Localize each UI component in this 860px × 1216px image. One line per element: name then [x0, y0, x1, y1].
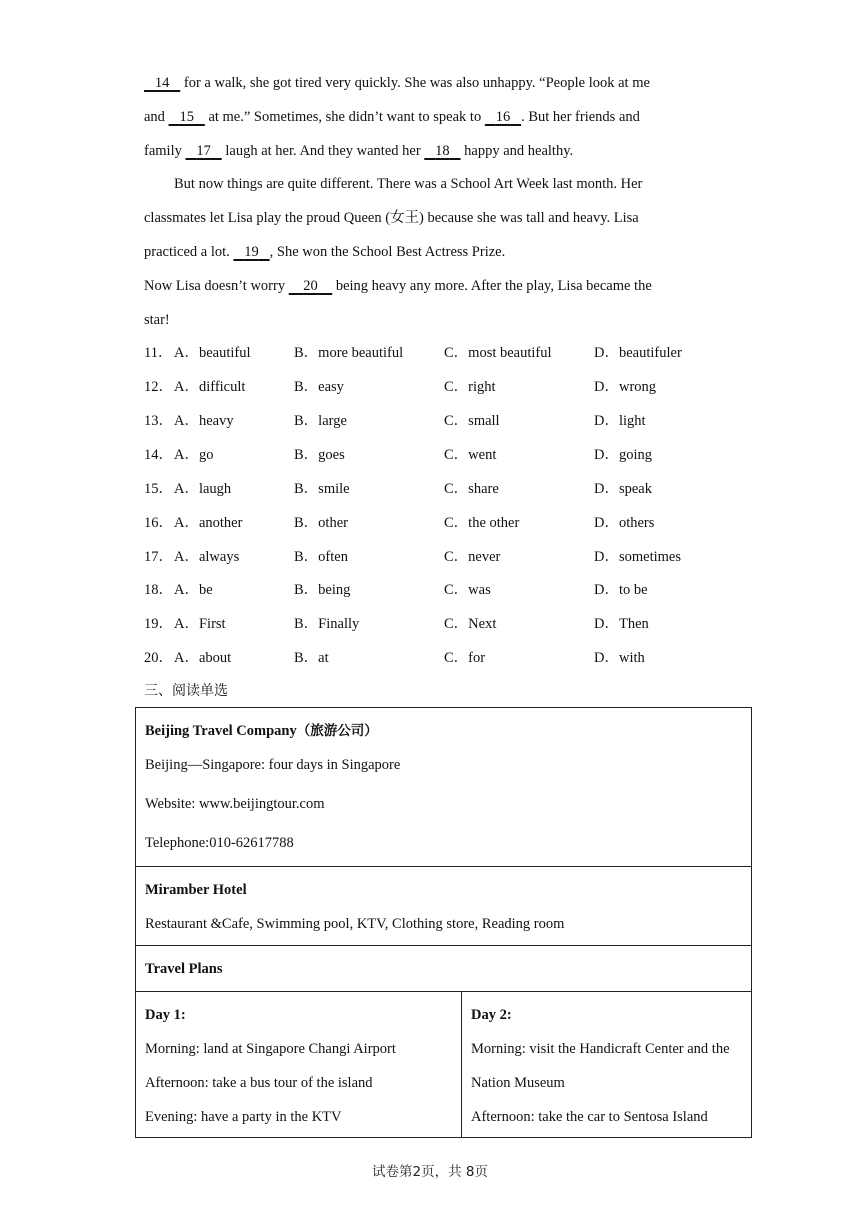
option-d[interactable]: D．speak	[594, 481, 652, 497]
option-d[interactable]: D．sometimes	[594, 549, 681, 565]
option-b[interactable]: B．other	[294, 515, 348, 531]
option-b[interactable]: B．at	[294, 650, 329, 666]
blank-15: 15	[179, 109, 194, 125]
question-row	[144, 513, 764, 533]
page-footer: 试卷第2页，共 8页	[372, 1164, 488, 1180]
question-row	[144, 580, 764, 600]
option-b[interactable]: B．easy	[294, 379, 344, 395]
option-b[interactable]: B．Finally	[294, 616, 360, 632]
question-number: 16．	[144, 515, 173, 531]
option-c[interactable]: C．small	[444, 413, 500, 429]
passage-line: Now Lisa doesn’t worry 20 being heavy any more. After the play, Lisa became the	[144, 278, 652, 294]
question-row	[144, 377, 764, 397]
blank-17: 17	[196, 143, 211, 159]
hotel-cell	[136, 867, 752, 946]
passage-line: practiced a lot. 19 , She won the School Best Actress Prize.	[144, 244, 506, 260]
option-a[interactable]: A．another	[174, 515, 243, 531]
question-number: 12．	[144, 379, 173, 395]
day2-afternoon: Afternoon: take the car to Sentosa Island	[471, 1109, 708, 1125]
option-a[interactable]: A．difficult	[174, 379, 246, 395]
option-c[interactable]: C．was	[444, 582, 491, 598]
option-d[interactable]: D．wrong	[594, 379, 657, 395]
option-a[interactable]: A．First	[174, 616, 226, 632]
telephone-text: Telephone:010-62617788	[145, 835, 294, 851]
passage-line: But now things are quite different. There was a School Art Week last month. Her	[174, 176, 643, 192]
question-number: 19．	[144, 616, 173, 632]
passage-line: and 15 at me.” Sometimes, she didn’t want to speak to 16 . But her friends and	[144, 109, 640, 125]
day1-morning: Morning: land at Singapore Changi Airport	[145, 1041, 396, 1057]
passage-line: 14 for a walk, she got tired very quickly. She was also unhappy. “People look at me	[144, 73, 650, 93]
blank-14: 14	[154, 75, 170, 91]
option-d[interactable]: D．others	[594, 515, 655, 531]
hotel-facilities: Restaurant &Cafe, Swimming pool, KTV, Clothing store, Reading room	[145, 916, 565, 932]
option-c[interactable]: C．the other	[444, 515, 520, 531]
option-d[interactable]: D．with	[594, 650, 645, 666]
option-c[interactable]: C．never	[444, 549, 501, 565]
option-b[interactable]: B．often	[294, 549, 348, 565]
option-a[interactable]: A．beautiful	[174, 345, 251, 361]
question-row	[144, 411, 764, 431]
option-d[interactable]: D．light	[594, 413, 646, 429]
hotel-title: Miramber Hotel	[145, 882, 247, 898]
option-a[interactable]: A．about	[174, 650, 232, 666]
option-b[interactable]: B．large	[294, 413, 347, 429]
company-title: Beijing Travel Company	[145, 723, 297, 739]
option-b[interactable]: B．goes	[294, 447, 345, 463]
passage-line: star!	[144, 312, 170, 328]
option-b[interactable]: B．being	[294, 582, 351, 598]
option-c[interactable]: C．share	[444, 481, 499, 497]
option-a[interactable]: A．go	[174, 447, 214, 463]
blank-20: 20	[303, 278, 318, 294]
day1-afternoon: Afternoon: take a bus tour of the island	[145, 1075, 373, 1091]
question-row	[144, 479, 764, 499]
question-number: 18．	[144, 582, 173, 598]
day1-title: Day 1:	[145, 1007, 186, 1023]
question-number: 20．	[144, 650, 173, 666]
option-b[interactable]: B．smile	[294, 481, 350, 497]
day2-morning: Morning: visit the Handicraft Center and the	[471, 1041, 730, 1057]
passage-line: family 17 laugh at her. And they wanted her 18 happy and healthy.	[144, 143, 574, 159]
passage-line: classmates let Lisa play the proud Queen (女王) because she was tall and heavy. Lisa	[144, 210, 639, 226]
blank-16: 16	[495, 109, 511, 125]
day2-title: Day 2:	[471, 1007, 512, 1023]
option-d[interactable]: D．beautifuler	[594, 345, 682, 361]
blank-18: 18	[435, 143, 450, 159]
route-text: Beijing—Singapore: four days in Singapore	[145, 757, 401, 773]
company-cell	[136, 708, 752, 867]
day1-cell	[136, 992, 462, 1138]
question-number: 13．	[144, 413, 173, 429]
section-title: 三、阅读单选	[144, 683, 228, 699]
question-row	[144, 547, 764, 567]
question-row	[144, 445, 764, 465]
question-row	[144, 648, 764, 668]
option-c[interactable]: C．went	[444, 447, 497, 463]
question-number: 15．	[144, 481, 173, 497]
travel-ad-table	[135, 707, 752, 1138]
option-a[interactable]: A．heavy	[174, 413, 234, 429]
day2-cell	[462, 992, 752, 1138]
option-d[interactable]: D．going	[594, 447, 652, 463]
option-b[interactable]: B．more beautiful	[294, 345, 404, 361]
question-number: 14．	[144, 447, 173, 463]
option-c[interactable]: C．most beautiful	[444, 345, 552, 361]
option-a[interactable]: A．laugh	[174, 481, 232, 497]
plans-cell	[136, 946, 752, 992]
website-text[interactable]: Website: www.beijingtour.com	[145, 796, 325, 812]
option-c[interactable]: C．for	[444, 650, 486, 666]
option-d[interactable]: D．Then	[594, 616, 649, 632]
question-number: 11．	[144, 345, 173, 361]
plans-title: Travel Plans	[145, 961, 223, 977]
question-row	[144, 614, 764, 634]
company-title-cn: （旅游公司）	[296, 723, 378, 739]
blank-19: 19	[244, 244, 259, 260]
option-a[interactable]: A．always	[174, 549, 240, 565]
question-row	[144, 343, 764, 363]
option-d[interactable]: D．to be	[594, 582, 648, 598]
day1-evening: Evening: have a party in the KTV	[145, 1109, 342, 1125]
question-number: 17．	[144, 549, 173, 565]
option-c[interactable]: C．right	[444, 379, 496, 395]
day2-morning-cont: Nation Museum	[471, 1075, 565, 1091]
option-a[interactable]: A．be	[174, 582, 213, 598]
option-c[interactable]: C．Next	[444, 616, 497, 632]
